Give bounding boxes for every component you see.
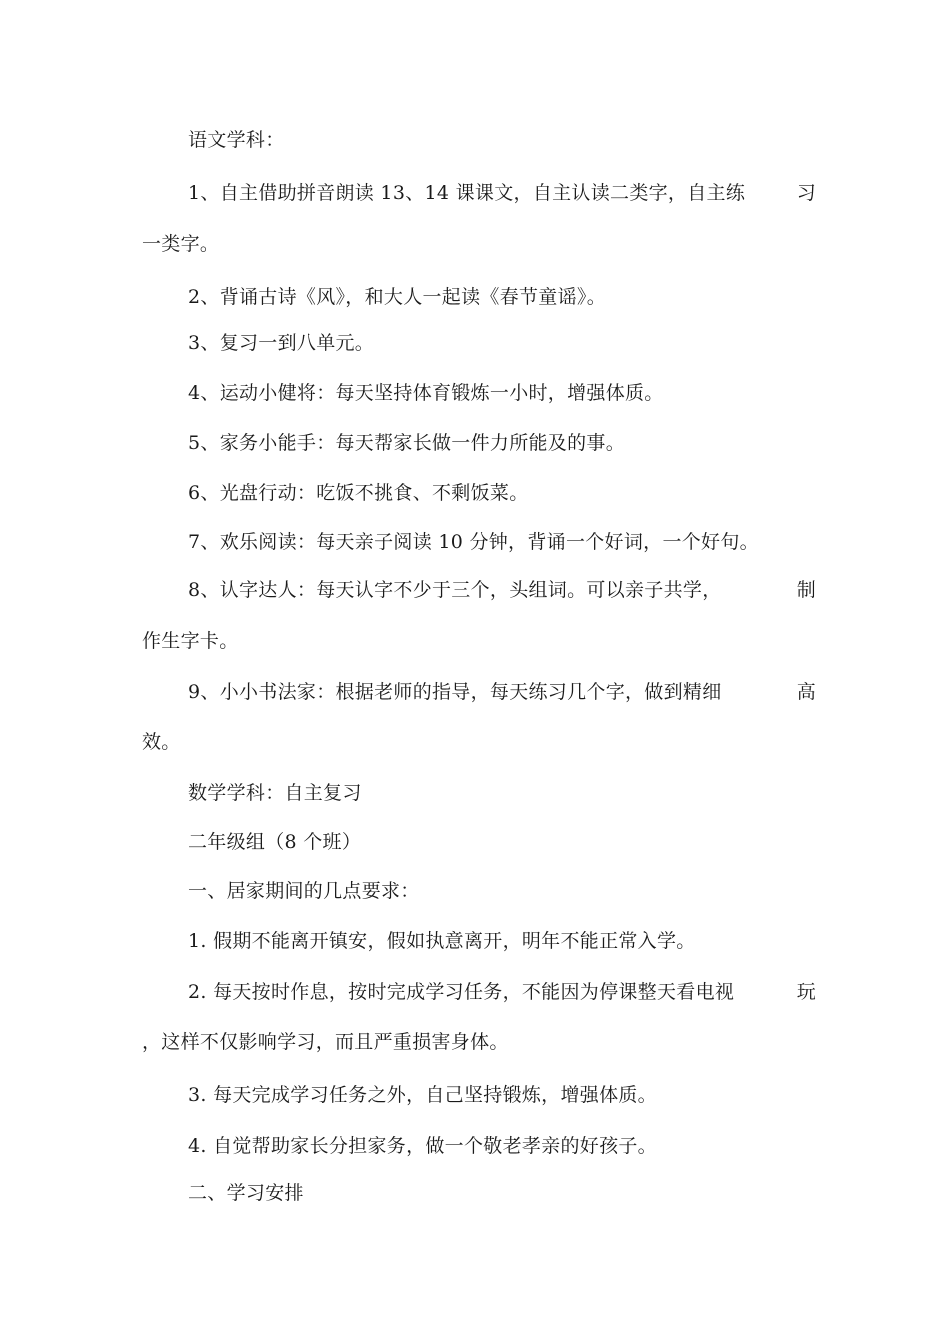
requirement-2-text: 2. 每天按时作息，按时完成学习任务，不能因为停课整天看电视 xyxy=(188,981,735,1003)
chinese-item-8-tail: 制 xyxy=(796,579,816,601)
chinese-item-4: 4、运动小健将：每天坚持体育锻炼一小时，增强体质。 xyxy=(188,382,664,404)
requirement-2 xyxy=(188,980,816,1004)
chinese-item-9 xyxy=(188,680,816,704)
chinese-item-2: 2、背诵古诗《风》，和大人一起读《春节童谣》。 xyxy=(188,286,606,308)
section-2-heading: 二、学习安排 xyxy=(188,1182,304,1204)
chinese-item-8 xyxy=(188,578,816,602)
chinese-item-9-text: 9、小小书法家：根据老师的指导，每天练习几个字，做到精细 xyxy=(188,681,722,703)
requirement-1: 1. 假期不能离开镇安，假如执意离开，明年不能正常入学。 xyxy=(188,930,696,952)
chinese-item-5: 5、家务小能手：每天帮家长做一件力所能及的事。 xyxy=(188,432,625,454)
math-subject-line: 数学学科：自主复习 xyxy=(188,782,362,804)
chinese-item-1 xyxy=(188,181,816,205)
chinese-item-8-text: 8、认字达人：每天认字不少于三个，头组词。可以亲子共学， xyxy=(188,579,722,601)
chinese-item-1-continuation: 一类字。 xyxy=(142,233,220,255)
requirement-4: 4. 自觉帮助家长分担家务，做一个敬老孝亲的好孩子。 xyxy=(188,1135,657,1157)
chinese-item-3: 3、复习一到八单元。 xyxy=(188,332,375,354)
chinese-subject-heading: 语文学科： xyxy=(188,129,285,151)
chinese-item-8-continuation: 作生字卡。 xyxy=(142,630,239,652)
requirement-3: 3. 每天完成学习任务之外，自己坚持锻炼，增强体质。 xyxy=(188,1084,657,1106)
requirement-2-continuation: ，这样不仅影响学习，而且严重损害身体。 xyxy=(142,1031,509,1053)
chinese-item-1-tail: 习 xyxy=(796,182,816,204)
chinese-item-1-text: 1、自主借助拼音朗读 13、14 课课文，自主认读二类字，自主练 xyxy=(188,182,746,204)
chinese-item-6: 6、光盘行动：吃饭不挑食、不剩饭菜。 xyxy=(188,482,529,504)
section-1-heading: 一、居家期间的几点要求： xyxy=(188,880,420,902)
chinese-item-7: 7、欢乐阅读：每天亲子阅读 10 分钟，背诵一个好词，一个好句。 xyxy=(188,531,759,553)
requirement-2-tail: 玩 xyxy=(796,981,816,1003)
grade-heading: 二年级组（8 个班） xyxy=(188,831,362,853)
chinese-item-9-continuation: 效。 xyxy=(142,731,181,753)
chinese-item-9-tail: 高 xyxy=(796,681,816,703)
